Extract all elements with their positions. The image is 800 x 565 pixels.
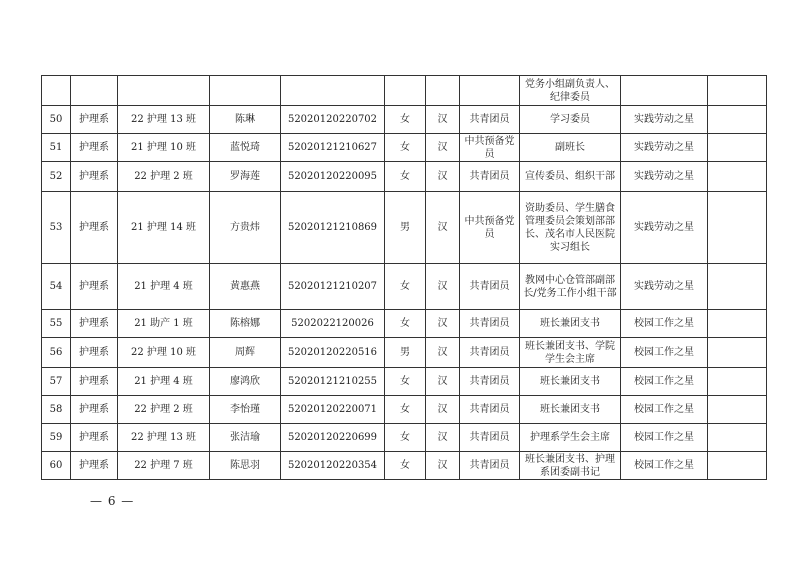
cell-position: 学习委员: [520, 106, 621, 134]
cell-ethnicity: 汉: [426, 452, 460, 480]
cell-department: 护理系: [71, 338, 118, 368]
cell-student-id: 5202022120026: [281, 310, 385, 338]
cell-position: 资助委员、学生膳食管理委员会策划部部长、茂名市人民医院实习组长: [520, 192, 621, 264]
cell-class: 21 护理 10 班: [118, 134, 210, 162]
cell-gender: 女: [385, 368, 426, 396]
cell-remark: [708, 424, 767, 452]
cell-award: 校园工作之星: [621, 424, 708, 452]
cell-student-id: 52020121210207: [281, 264, 385, 310]
cell-remark: [708, 134, 767, 162]
cell-political-status: 共青团员: [460, 338, 520, 368]
cell-ethnicity: 汉: [426, 106, 460, 134]
cell-position: 教网中心仓管部副部长/党务工作小组干部: [520, 264, 621, 310]
cell-index: 57: [42, 368, 71, 396]
cell-remark: [708, 338, 767, 368]
cell-award: 实践劳动之星: [621, 134, 708, 162]
table-row: [42, 264, 767, 310]
cell-department: 护理系: [71, 192, 118, 264]
cell-ethnicity: 汉: [426, 310, 460, 338]
cell-position: 班长兼团支书: [520, 368, 621, 396]
cell-gender: 男: [385, 338, 426, 368]
cell-name: 黄惠燕: [210, 264, 281, 310]
cell-award: 校园工作之星: [621, 368, 708, 396]
cell-name: 陈琳: [210, 106, 281, 134]
cell-class: 22 护理 10 班: [118, 338, 210, 368]
cell-class: 22 护理 2 班: [118, 162, 210, 192]
cell-student-id: 52020121210869: [281, 192, 385, 264]
cell-remark: [708, 162, 767, 192]
cell-award: 校园工作之星: [621, 310, 708, 338]
table-row: [42, 368, 767, 396]
table-row: [42, 396, 767, 424]
cell-remark: [708, 310, 767, 338]
table-row: [42, 106, 767, 134]
cell-name: 李怡瑾: [210, 396, 281, 424]
cell-class: 21 助产 1 班: [118, 310, 210, 338]
cell-name: 蓝悦琦: [210, 134, 281, 162]
cell-ethnicity: 汉: [426, 368, 460, 396]
cell-gender: 女: [385, 264, 426, 310]
table-row: [42, 310, 767, 338]
cell-remark: [708, 76, 767, 106]
cell-award: [621, 76, 708, 106]
table-row: [42, 192, 767, 264]
cell-name: [210, 76, 281, 106]
cell-index: 50: [42, 106, 71, 134]
page-number: — 6 —: [90, 494, 135, 508]
cell-position: 副班长: [520, 134, 621, 162]
cell-political-status: 共青团员: [460, 452, 520, 480]
cell-political-status: 共青团员: [460, 106, 520, 134]
cell-department: 护理系: [71, 368, 118, 396]
cell-ethnicity: [426, 76, 460, 106]
cell-student-id: [281, 76, 385, 106]
cell-ethnicity: 汉: [426, 264, 460, 310]
cell-name: 陈思羽: [210, 452, 281, 480]
cell-remark: [708, 106, 767, 134]
cell-name: 张洁瑜: [210, 424, 281, 452]
cell-department: 护理系: [71, 134, 118, 162]
cell-position: 班长兼团支书、学院学生会主席: [520, 338, 621, 368]
cell-class: 22 护理 7 班: [118, 452, 210, 480]
cell-ethnicity: 汉: [426, 162, 460, 192]
cell-index: 51: [42, 134, 71, 162]
cell-political-status: 共青团员: [460, 396, 520, 424]
cell-student-id: 52020120220071: [281, 396, 385, 424]
cell-award: 实践劳动之星: [621, 264, 708, 310]
cell-student-id: 52020120220699: [281, 424, 385, 452]
cell-ethnicity: 汉: [426, 134, 460, 162]
cell-department: 护理系: [71, 264, 118, 310]
cell-gender: 女: [385, 424, 426, 452]
cell-position: 宣传委员、组织干部: [520, 162, 621, 192]
cell-department: 护理系: [71, 310, 118, 338]
cell-student-id: 52020121210627: [281, 134, 385, 162]
cell-index: 54: [42, 264, 71, 310]
cell-name: 方贵炜: [210, 192, 281, 264]
table-row: [42, 338, 767, 368]
cell-name: 周辉: [210, 338, 281, 368]
cell-department: 护理系: [71, 424, 118, 452]
cell-political-status: 共青团员: [460, 424, 520, 452]
cell-index: 58: [42, 396, 71, 424]
cell-gender: 男: [385, 192, 426, 264]
cell-student-id: 52020120220516: [281, 338, 385, 368]
cell-index: 52: [42, 162, 71, 192]
student-award-table: [41, 75, 767, 480]
cell-position: 护理系学生会主席: [520, 424, 621, 452]
cell-political-status: 共青团员: [460, 264, 520, 310]
cell-index: 55: [42, 310, 71, 338]
table-row: [42, 134, 767, 162]
cell-name: 廖鸿欣: [210, 368, 281, 396]
cell-class: [118, 76, 210, 106]
cell-gender: [385, 76, 426, 106]
cell-remark: [708, 264, 767, 310]
cell-department: 护理系: [71, 452, 118, 480]
cell-remark: [708, 396, 767, 424]
cell-gender: 女: [385, 396, 426, 424]
cell-political-status: 共青团员: [460, 368, 520, 396]
cell-political-status: 共青团员: [460, 310, 520, 338]
cell-class: 21 护理 14 班: [118, 192, 210, 264]
cell-political-status: [460, 76, 520, 106]
cell-index: 56: [42, 338, 71, 368]
cell-gender: 女: [385, 310, 426, 338]
cell-name: 陈榕娜: [210, 310, 281, 338]
cell-position: 党务小组副负责人、纪律委员: [520, 76, 621, 106]
cell-position: 班长兼团支书、护理系团委副书记: [520, 452, 621, 480]
cell-class: 22 护理 13 班: [118, 424, 210, 452]
table-row: [42, 452, 767, 480]
cell-department: 护理系: [71, 396, 118, 424]
cell-department: [71, 76, 118, 106]
cell-political-status: 共青团员: [460, 162, 520, 192]
cell-student-id: 52020121210255: [281, 368, 385, 396]
cell-student-id: 52020120220702: [281, 106, 385, 134]
cell-award: 实践劳动之星: [621, 162, 708, 192]
cell-award: 实践劳动之星: [621, 192, 708, 264]
cell-index: 59: [42, 424, 71, 452]
cell-class: 21 护理 4 班: [118, 368, 210, 396]
cell-remark: [708, 452, 767, 480]
cell-class: 21 护理 4 班: [118, 264, 210, 310]
cell-award: 校园工作之星: [621, 396, 708, 424]
cell-department: 护理系: [71, 162, 118, 192]
cell-gender: 女: [385, 162, 426, 192]
table-row: [42, 162, 767, 192]
cell-index: [42, 76, 71, 106]
cell-position: 班长兼团支书: [520, 396, 621, 424]
cell-gender: 女: [385, 106, 426, 134]
cell-award: 校园工作之星: [621, 338, 708, 368]
table-row-continued: [42, 76, 767, 106]
cell-ethnicity: 汉: [426, 396, 460, 424]
table-row: [42, 424, 767, 452]
cell-political-status: 中共预备党员: [460, 192, 520, 264]
cell-ethnicity: 汉: [426, 192, 460, 264]
cell-department: 护理系: [71, 106, 118, 134]
cell-position: 班长兼团支书: [520, 310, 621, 338]
cell-gender: 女: [385, 452, 426, 480]
cell-student-id: 52020120220095: [281, 162, 385, 192]
cell-gender: 女: [385, 134, 426, 162]
cell-award: 校园工作之星: [621, 452, 708, 480]
cell-student-id: 52020120220354: [281, 452, 385, 480]
table-body: [42, 76, 767, 480]
cell-class: 22 护理 2 班: [118, 396, 210, 424]
cell-remark: [708, 368, 767, 396]
cell-remark: [708, 192, 767, 264]
cell-award: 实践劳动之星: [621, 106, 708, 134]
cell-ethnicity: 汉: [426, 424, 460, 452]
cell-index: 53: [42, 192, 71, 264]
cell-class: 22 护理 13 班: [118, 106, 210, 134]
cell-index: 60: [42, 452, 71, 480]
cell-name: 罗海莲: [210, 162, 281, 192]
cell-ethnicity: 汉: [426, 338, 460, 368]
cell-political-status: 中共预备党员: [460, 134, 520, 162]
